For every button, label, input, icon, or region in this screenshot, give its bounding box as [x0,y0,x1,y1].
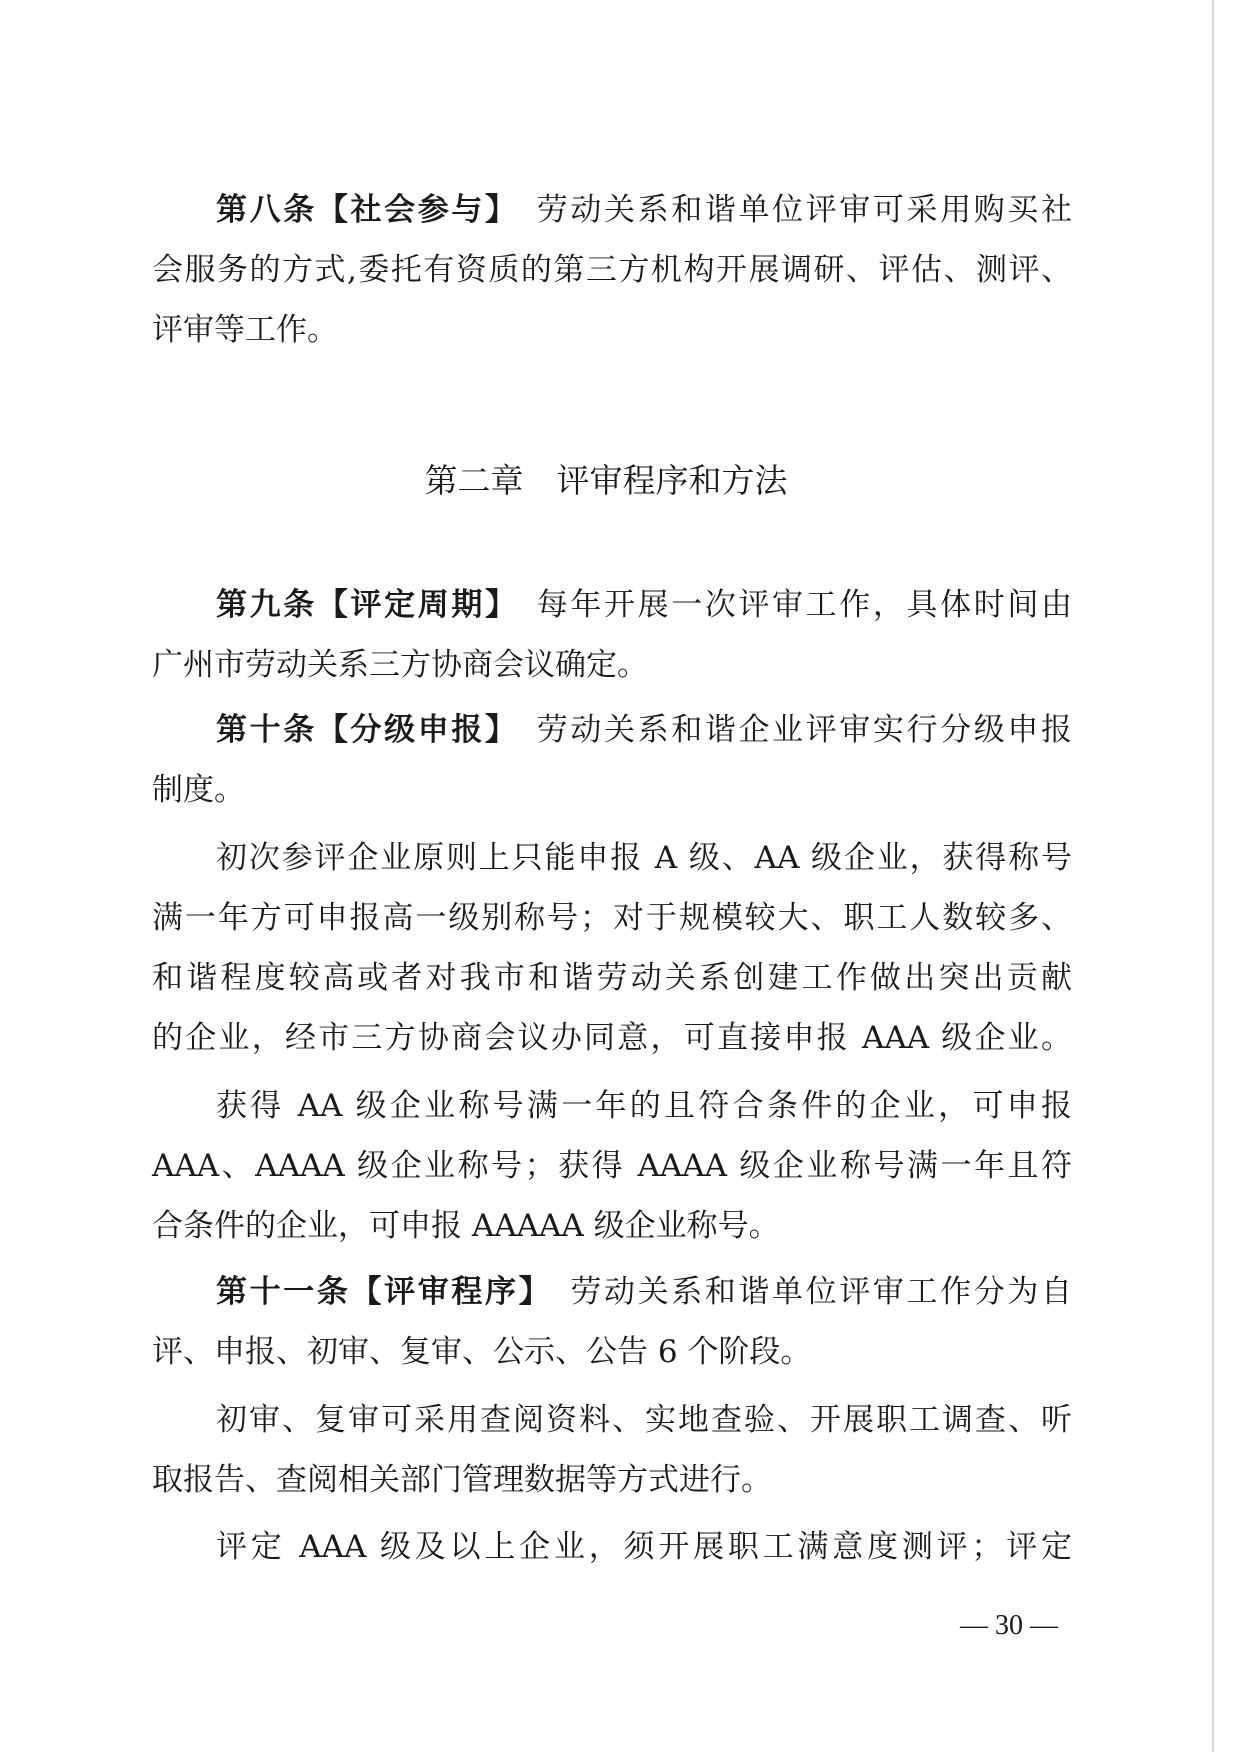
article-8-heading: 第八条【社会参与】 [216,192,504,228]
article-8-text-1: 劳动关系和谐单位评审可采用购买社 [536,192,1073,228]
article-10-para2-line-4: 的企业，经市三方协商会议办同意，可直接申报 AAA 级企业。 [152,1020,1072,1056]
article-10-para2-line-1: 初次参评企业原则上只能申报 A 级、AA 级企业，获得称号 [216,840,1072,876]
page-number: — 30 — [960,1610,1058,1641]
article-11-para2-line-1: 初审、复审可采用查阅资料、实地查验、开展职工调查、听 [216,1402,1072,1438]
article-11-para2-line-2: 取报告、查阅相关部门管理数据等方式进行。 [152,1462,772,1498]
article-9-line-2: 广州市劳动关系三方协商会议确定。 [152,647,648,683]
article-10-para3-line-2: AAA、AAAA 级企业称号；获得 AAAA 级企业称号满一年且符 [152,1148,1072,1184]
article-11-line-2: 评、申报、初审、复审、公示、公告 6 个阶段。 [152,1334,812,1370]
article-11-heading: 第十一条【评审程序】 [216,1274,537,1310]
article-11-para3-line-1: 评定 AAA 级及以上企业，须开展职工满意度测评；评定 [216,1529,1072,1565]
article-9-line-1 [216,585,1072,625]
article-9-text-1: 每年开展一次评审工作，具体时间由 [536,587,1073,623]
article-10-para2-line-2: 满一年方可申报高一级别称号；对于规模较大、职工人数较多、 [152,900,1072,936]
article-11-line-1 [216,1272,1072,1312]
article-8-line-2: 会服务的方式,委托有资质的第三方机构开展调研、评估、测评、 [152,252,1072,288]
article-10-line-1 [216,710,1072,750]
chapter-heading: 第二章 评审程序和方法 [424,461,788,500]
article-8-line-1 [216,190,1072,230]
article-10-heading: 第十条【分级申报】 [216,712,504,748]
article-8-line-3: 评审等工作。 [152,312,338,348]
article-10-para2-line-3: 和谐程度较高或者对我市和谐劳动关系创建工作做出突出贡献 [152,960,1072,996]
article-10-para3-line-1: 获得 AA 级企业称号满一年的且符合条件的企业，可申报 [216,1088,1072,1124]
article-10-line-2: 制度。 [152,772,245,808]
article-10-para3-line-3: 合条件的企业，可申报 AAAAA 级企业称号。 [152,1208,780,1244]
scan-edge-divider [1212,0,1214,1752]
article-11-text-1: 劳动关系和谐单位评审工作分为自 [570,1274,1073,1310]
article-9-heading: 第九条【评定周期】 [216,587,504,623]
article-10-text-1: 劳动关系和谐企业评审实行分级申报 [536,712,1073,748]
